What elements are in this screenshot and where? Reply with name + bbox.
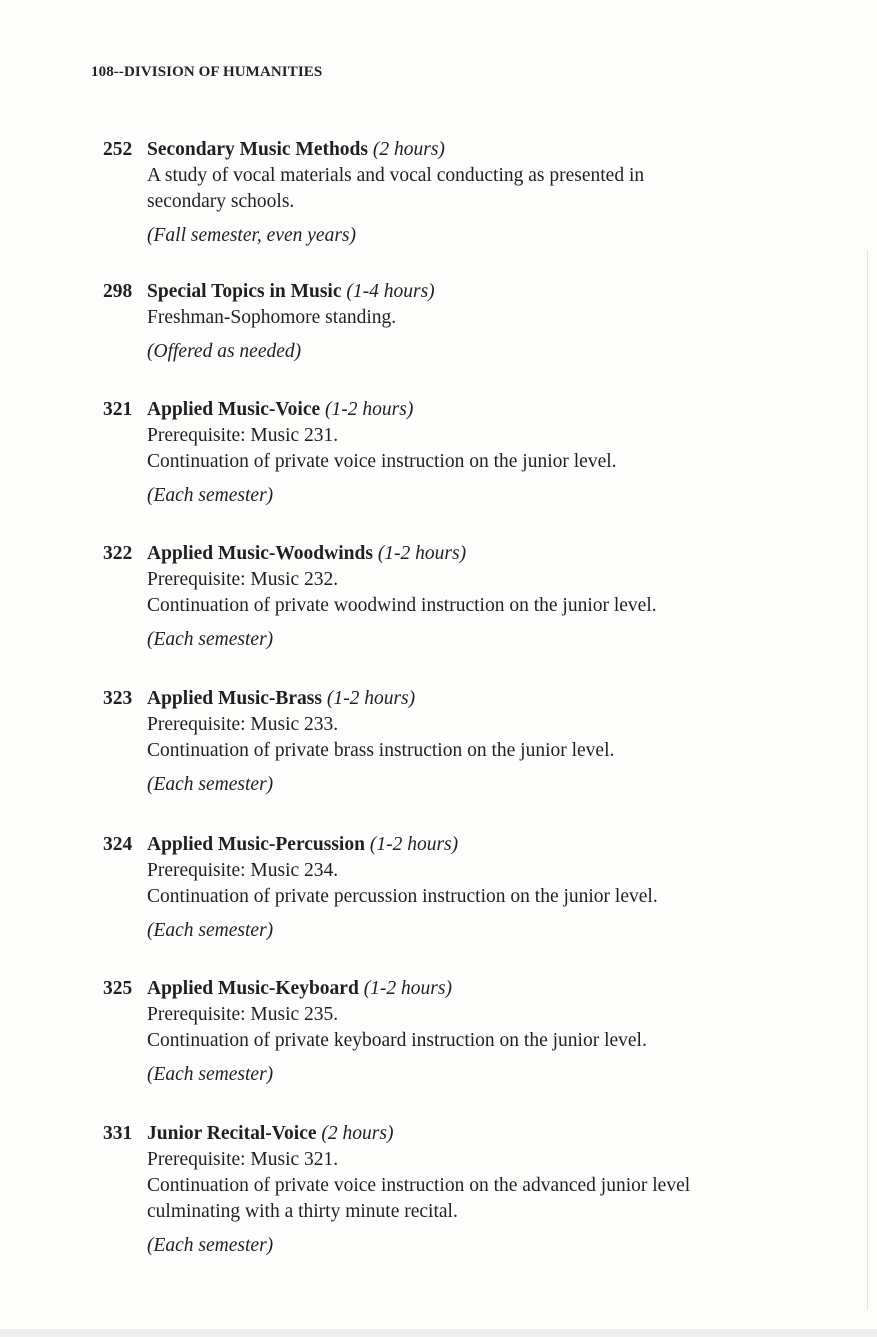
course-hours: (1-2 hours): [369, 834, 459, 855]
course-entry-323: [103, 686, 783, 798]
course-entry-298: [103, 279, 783, 365]
course-description: [147, 1147, 783, 1259]
course-hours: (1-2 hours): [363, 978, 452, 999]
course-number: 321: [103, 399, 133, 420]
description-line: Prerequisite: Music 231.: [147, 425, 339, 446]
course-offered: (Each semester): [147, 774, 274, 795]
description-line: Prerequisite: Music 235.: [147, 1004, 339, 1025]
course-entry-331: [103, 1121, 783, 1259]
course-description: [147, 567, 783, 653]
description-line: Continuation of private percussion instruction on the junior level.: [147, 886, 658, 907]
course-entry-321: [103, 397, 783, 509]
course-title-line: [103, 541, 783, 567]
course-title-line: [103, 137, 783, 163]
course-entry-322: [103, 541, 783, 653]
course-name: Applied Music-Brass: [147, 688, 322, 709]
course-name: Secondary Music Methods: [147, 139, 368, 160]
course-description: [147, 305, 783, 365]
course-number: 324: [103, 834, 133, 855]
description-line: A study of vocal materials and vocal conducting as presented in: [147, 165, 645, 186]
description-line: Continuation of private voice instruction on the advanced junior level: [147, 1175, 691, 1196]
description-line: Continuation of private woodwind instruction on the junior level.: [147, 595, 657, 616]
course-title-line: [103, 686, 783, 712]
course-title-line: [103, 279, 783, 305]
course-number: 252: [103, 139, 133, 160]
page-bottom-shadow: [0, 1329, 877, 1337]
course-offered: (Each semester): [147, 485, 274, 506]
course-offered: (Each semester): [147, 1235, 274, 1256]
course-name: Special Topics in Music: [147, 281, 342, 302]
course-name: Applied Music-Voice: [147, 399, 321, 420]
course-name: Junior Recital-Voice: [147, 1123, 317, 1144]
course-description: [147, 712, 783, 798]
course-number: 322: [103, 543, 133, 564]
course-title-line: [103, 397, 783, 423]
description-line: Freshman-Sophomore standing.: [147, 307, 397, 328]
course-hours: (1-2 hours): [377, 543, 467, 564]
course-hours: (1-4 hours): [346, 281, 435, 302]
description-line: Prerequisite: Music 321.: [147, 1149, 339, 1170]
course-hours: (2 hours): [372, 139, 445, 160]
course-offered: (Each semester): [147, 920, 274, 941]
description-line: secondary schools.: [147, 191, 295, 212]
course-entry-325: [103, 976, 783, 1088]
course-title-line: [103, 1121, 783, 1147]
course-name: Applied Music-Keyboard: [147, 978, 359, 999]
course-offered: (Fall semester, even years): [147, 225, 357, 246]
running-head: 108--DIVISION OF HUMANITIES: [91, 64, 323, 80]
course-number: 325: [103, 978, 133, 999]
description-line: Continuation of private brass instruction on the junior level.: [147, 740, 615, 761]
course-description: [147, 423, 783, 509]
description-line: Prerequisite: Music 234.: [147, 860, 339, 881]
course-name: Applied Music-Woodwinds: [147, 543, 373, 564]
course-entry-252: [103, 137, 783, 249]
course-title-line: [103, 832, 783, 858]
course-hours: (1-2 hours): [325, 399, 414, 420]
course-offered: (Offered as needed): [147, 341, 302, 362]
course-description: [147, 1002, 783, 1088]
course-title-line: [103, 976, 783, 1002]
page-edge-shadow: [867, 250, 868, 1310]
course-hours: (2 hours): [321, 1123, 394, 1144]
course-number: 331: [103, 1123, 133, 1144]
description-line: Continuation of private voice instruction on the junior level.: [147, 451, 617, 472]
course-offered: (Each semester): [147, 629, 274, 650]
course-description: [147, 163, 783, 249]
description-line: Prerequisite: Music 232.: [147, 569, 339, 590]
course-description: [147, 858, 783, 944]
course-offered: (Each semester): [147, 1064, 274, 1085]
course-number: 298: [103, 281, 133, 302]
course-number: 323: [103, 688, 133, 709]
description-line: culminating with a thirty minute recital.: [147, 1201, 458, 1222]
description-line: Continuation of private keyboard instruction on the junior level.: [147, 1030, 647, 1051]
description-line: Prerequisite: Music 233.: [147, 714, 339, 735]
course-entry-324: [103, 832, 783, 944]
course-hours: (1-2 hours): [326, 688, 416, 709]
course-name: Applied Music-Percussion: [147, 834, 365, 855]
